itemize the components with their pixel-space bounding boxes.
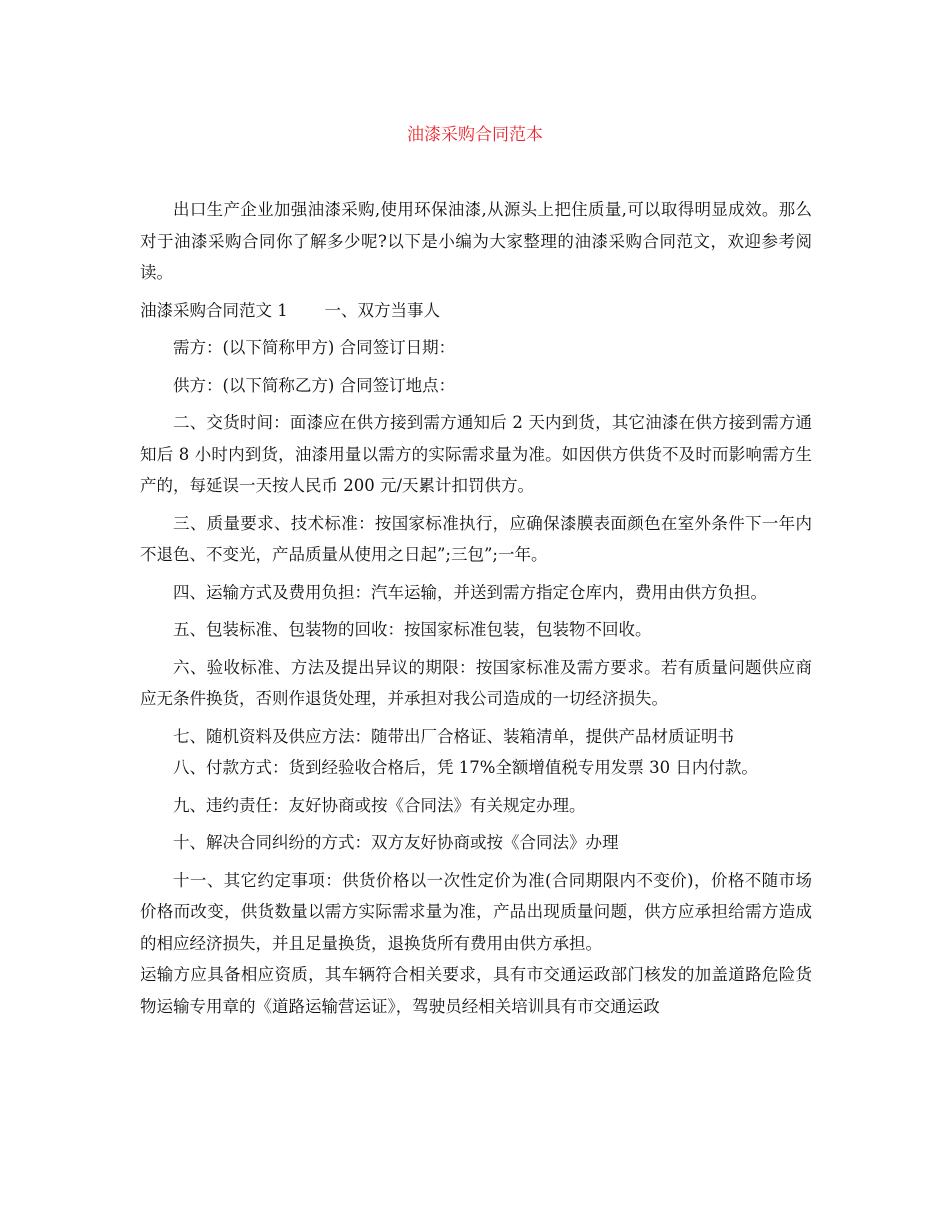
clause-9: 九、违约责任：友好协商或按《合同法》有关规定办理。 (173, 795, 586, 815)
clause-11-continuation: 运输方应具备相应资质，其车辆符合相关要求，具有市交通运政部门核发的加盖道路危险货物运输专用章的《道路运输营运证》，驾驶员经相关培训具有市交通运政 (140, 965, 812, 1016)
section-heading-line (140, 295, 812, 327)
document-body (140, 194, 812, 1022)
clause-3: 三、质量要求、技术标准：按国家标准执行，应确保漆膜表面颜色在室外条件下一年内不退色、不变光，产品质量从使用之日起”;三包”;一年。 (140, 513, 812, 564)
clause-5: 五、包装标准、包装物的回收：按国家标准包装，包装物不回收。 (173, 620, 652, 639)
party-a-line: 需方：(以下简称甲方) 合同签订日期： (173, 338, 456, 357)
intro-paragraph: 出口生产企业加强油漆采购,使用环保油漆,从源头上把住质量,可以取得明显成效。那么对于油漆采购合同你了解多少呢?以下是小编为大家整理的油漆采购合同范文，欢迎参考阅读。 (140, 200, 812, 282)
clause-4: 四、运输方式及费用负担：汽车运输，并送到需方指定仓库内，费用由供方负担。 (173, 582, 767, 602)
clause-8: 八、付款方式：货到经验收合格后，凭 17%全额增值税专用发票 30 日内付款。 (173, 758, 758, 777)
clause-10: 十、解决合同纠纷的方式：双方友好协商或按《合同法》办理 (173, 833, 619, 852)
clause-2: 二、交货时间：面漆应在供方接到需方通知后 2 天内到货，其它油漆在供方接到需方通知后 8 小时内到货，油漆用量以需方的实际需求量为准。如因供方供货不及时而影响需方生产的，每延误一天按人民币 200 元/天累计扣罚供方。 (140, 413, 812, 495)
clause-1: 一、双方当事人 (324, 300, 440, 320)
clause-11: 十一、其它约定事项：供货价格以一次性定价为准(合同期限内不变价)，价格不随市场价格而改变，供货数量以需方实际需求量为准，产品出现质量问题，供方应承担给需方造成的相应经济损失，并且足量换货，退换货所有费用由供方承担。 (140, 870, 812, 953)
section-title: 油漆采购合同范文 1 (140, 300, 288, 320)
clause-7: 七、随机资料及供应方法：随带出厂合格证、装箱清单，提供产品材质证明书 (173, 726, 734, 746)
clause-6: 六、验收标准、方法及提出异议的期限：按国家标准及需方要求。若有质量问题供应商应无条件换货，否则作退货处理，并承担对我公司造成的一切经济损失。 (140, 657, 812, 708)
party-b-line: 供方：(以下简称乙方) 合同签订地点： (173, 375, 456, 395)
document-title: 油漆采购合同范本 (407, 125, 543, 145)
